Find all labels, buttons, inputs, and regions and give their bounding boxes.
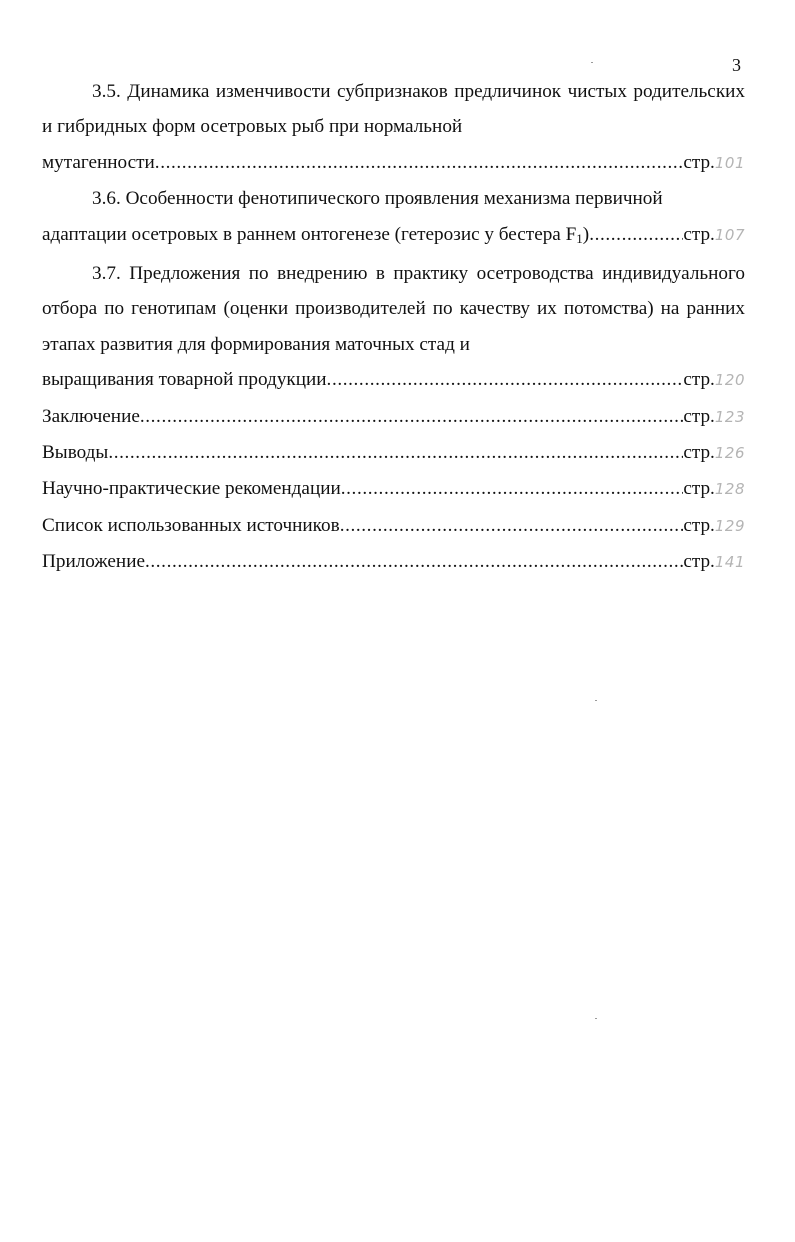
page-prefix: стр.	[683, 442, 715, 464]
toc-entry-3-6[interactable]	[42, 181, 745, 256]
handwritten-page-number: 107	[714, 225, 745, 244]
toc-entry-heading	[42, 256, 745, 362]
page-prefix: стр.	[683, 551, 715, 573]
page-reference	[683, 145, 745, 181]
toc-entry-references[interactable]	[42, 508, 745, 544]
dot-leader	[589, 217, 683, 252]
page-prefix: стр.	[683, 478, 715, 500]
page-reference	[683, 471, 745, 507]
handwritten-page-number: 141	[714, 553, 745, 572]
toc-entry-title-end: мутагенности	[42, 151, 155, 173]
handwritten-page-number: 126	[714, 444, 745, 463]
table-of-contents	[42, 74, 745, 581]
handwritten-page-number: 129	[714, 516, 745, 535]
page-reference	[683, 362, 745, 398]
toc-entry-leader-line	[42, 362, 745, 398]
dot-leader	[327, 362, 684, 397]
dot-leader	[145, 544, 683, 579]
dot-leader	[140, 399, 683, 434]
toc-entry-title: Динамика изменчивости субпризнаков предличинок чистых родительских и гибридных форм осетровых рыб при нормальной	[42, 81, 745, 138]
toc-entry-appendix[interactable]	[42, 544, 745, 580]
toc-entry-title: Список использованных источников	[42, 514, 340, 536]
toc-entry-recommendations[interactable]	[42, 471, 745, 507]
toc-entry-3-5[interactable]	[42, 74, 745, 181]
dot-leader	[341, 471, 684, 506]
closing-paren: )	[582, 223, 590, 245]
page-number: 3	[732, 55, 741, 75]
scan-speck	[591, 62, 593, 63]
toc-entry-heading	[42, 181, 745, 216]
scan-speck	[595, 700, 597, 701]
toc-entry-title: Предложения по внедрению в практику осетроводства индивидуального отбора по генотипам (оценки производителей по качеству их потомства) на ранних этапах развития для формирования маточных стад и	[42, 263, 746, 355]
toc-entry-3-7[interactable]	[42, 256, 745, 399]
page-prefix: стр.	[683, 405, 715, 427]
page-reference	[683, 399, 745, 435]
handwritten-page-number: 128	[714, 480, 745, 499]
toc-entry-number: 3.6.	[92, 188, 121, 210]
toc-entry-heading	[42, 74, 745, 145]
scan-speck	[595, 1018, 597, 1019]
toc-entry-leader-line	[42, 217, 745, 256]
toc-entry-conclusion[interactable]	[42, 399, 745, 435]
dot-leader	[108, 435, 683, 470]
page-reference	[683, 544, 745, 580]
toc-entry-title: Научно-практические рекомендации	[42, 478, 341, 500]
page-reference	[683, 217, 745, 253]
toc-entry-number: 3.7.	[92, 263, 121, 285]
toc-entry-title: Выводы	[42, 442, 109, 464]
handwritten-page-number: 101	[714, 153, 745, 172]
toc-entry-title: Особенности фенотипического проявления механизма первичной	[125, 188, 663, 210]
dot-leader	[155, 145, 684, 180]
toc-entry-leader-line	[42, 145, 745, 181]
toc-entry-number: 3.5.	[92, 81, 121, 102]
page-reference	[683, 508, 745, 544]
dot-leader	[340, 508, 684, 543]
page-reference	[683, 435, 745, 471]
page-prefix: стр.	[683, 514, 715, 536]
toc-entry-title-end-text: адаптации осетровых в раннем онтогенезе (гетерозис у бестера F	[42, 223, 577, 245]
subscript: 1	[576, 230, 583, 246]
toc-entry-title: Заключение	[42, 405, 140, 427]
toc-entry-title: Приложение	[42, 551, 145, 573]
handwritten-page-number: 123	[714, 407, 745, 426]
toc-entry-title-end	[42, 217, 589, 256]
toc-entry-title-end: выращивания товарной продукции	[42, 369, 327, 391]
handwritten-page-number: 120	[714, 371, 745, 390]
toc-entry-findings[interactable]	[42, 435, 745, 471]
page-prefix: стр.	[683, 223, 715, 245]
page-prefix: стр.	[683, 151, 715, 173]
page-prefix: стр.	[683, 369, 715, 391]
